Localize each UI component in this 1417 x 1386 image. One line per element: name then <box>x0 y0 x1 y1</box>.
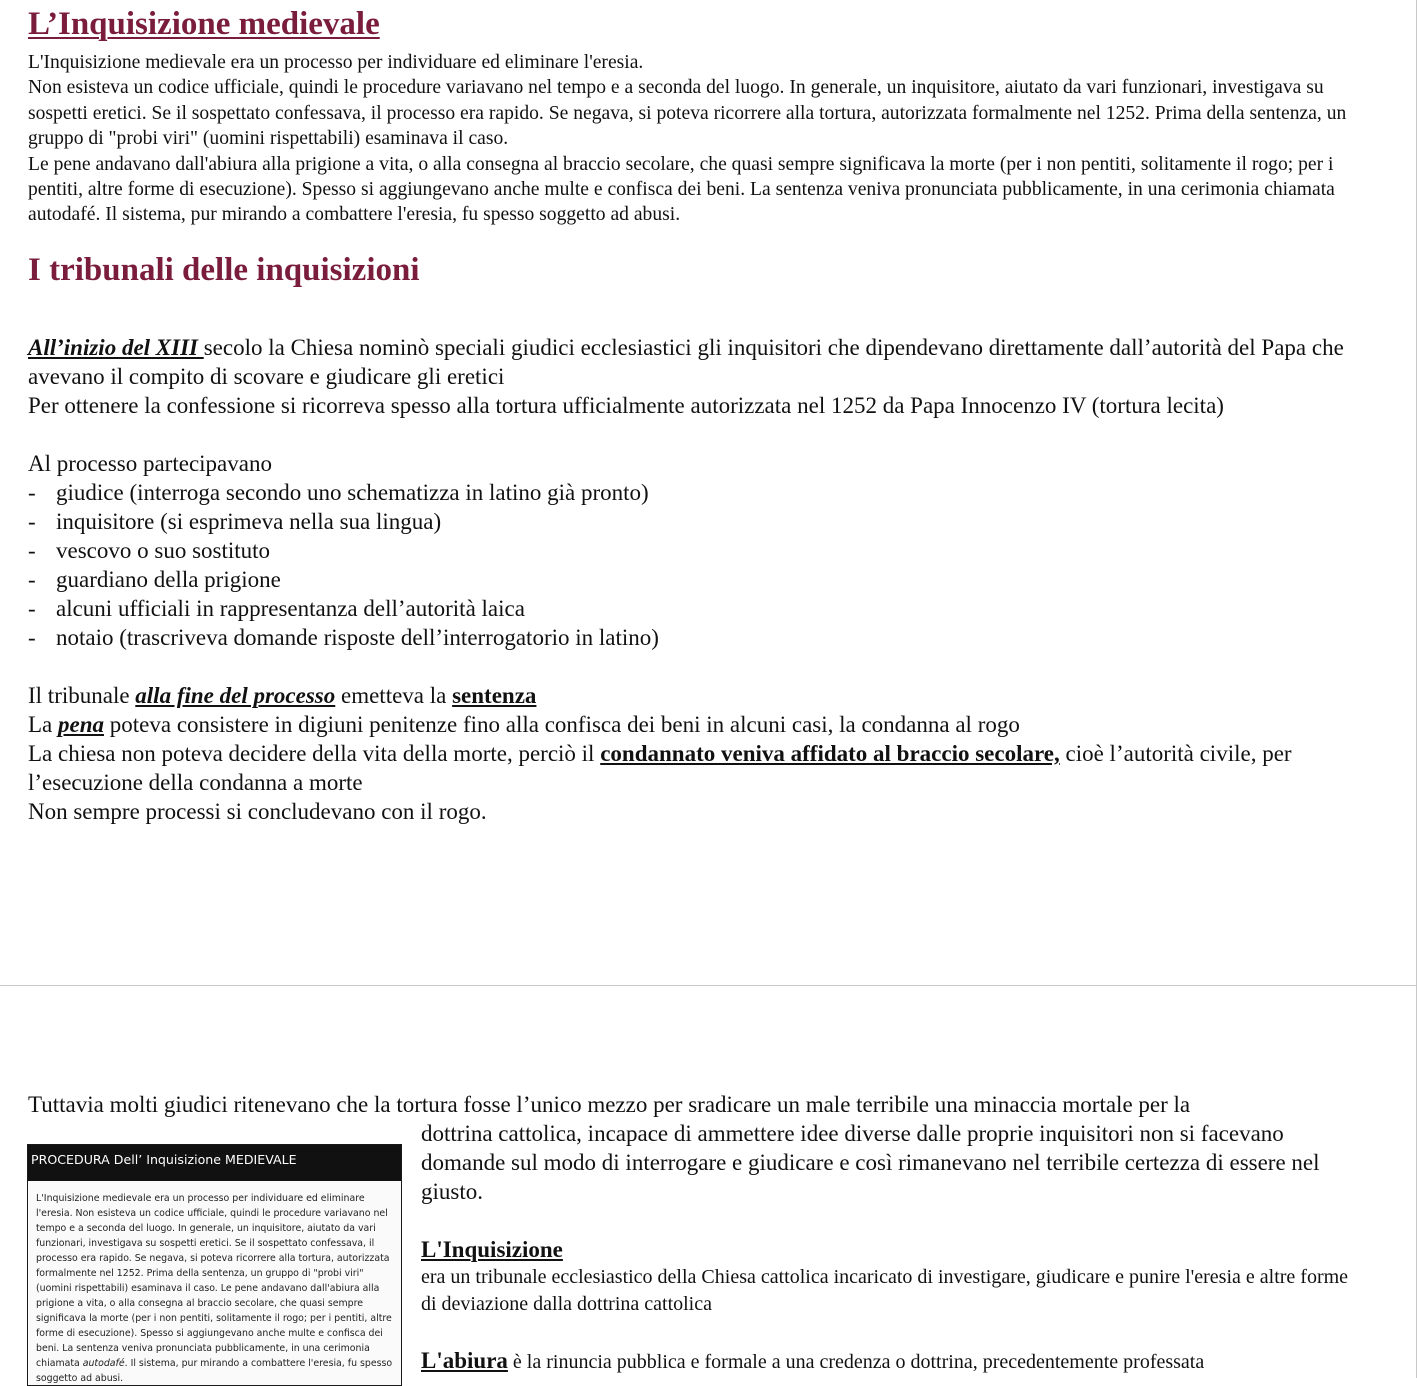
definition-text-abiura: è la rinuncia pubblica e formale a una credenza o dottrina, precedentemente professata <box>507 1351 1205 1373</box>
list-item: - alcuni ufficiali in rappresentanza dell’autorità laica <box>28 594 1398 623</box>
text-run: L'Inquisizione medievale era un processo per individuare ed eliminare l'eresia. Non esisteva un codice ufficiale, quindi le procedure variavano nel tempo e a seconda del luogo. In generale, un inquisitore, aiutato da vari funzionari, investigava su sospetti eretici. Se il sospettato confessava, il processo era rapido. Se negava, si poteva ricorrere alla tortura, autorizzata formalmente nel 1252. Prima della sentenza, un gruppo di "probi viri" (uomini rispettabili) esaminava il caso. Le pene andavano dall'abiura alla prigione a vita, o alla consegna al braccio secolare, che quasi sempre significava la morte (per i non pentiti, solitamente il rogo; per i pentiti, altre forme di esecuzione). Spesso si aggiungevano anche multe e confisca dei beni. La sentenza veniva pronunciata pubblicamente, in una cerimonia chiamata <box>36 1193 392 1369</box>
paragraph-rogo: Non sempre processi si concludevano con il rogo. <box>28 799 487 824</box>
procedure-header: PROCEDURA Dell’ Inquisizione MEDIEVALE <box>28 1145 401 1181</box>
definition-title-inquisizione: L'Inquisizione <box>421 1237 563 1262</box>
list-item: - inquisitore (si esprimeva nella sua lingua) <box>28 507 1398 536</box>
emphasis-braccio-secolare: condannato veniva affidato al braccio secolare, <box>600 741 1060 766</box>
paragraph-tuttavia-cont: dottrina cattolica, incapace di ammettere idee diverse dalle proprie inquisitori non si facevano domande sul modo di interrogare e giudicare e così rimanevano nel terribile certezza di essere nel giusto. <box>421 1121 1320 1204</box>
paragraph-sentenza <box>28 681 1398 710</box>
definition-title-abiura: L'abiura <box>421 1348 508 1373</box>
text-run: . Il sistema, pur mirando a combattere l'eresia, fu spesso soggetto ad abusi. <box>36 1358 393 1384</box>
emphasis-pena: pena <box>58 712 105 737</box>
list-item: - vescovo o suo sostituto <box>28 536 1398 565</box>
intro-paragraph: L'Inquisizione medievale era un processo per individuare ed eliminare l'eresia. <box>28 52 644 73</box>
emphasis-fine-processo: alla fine del processo <box>135 683 336 708</box>
paragraph-pena <box>28 710 1398 739</box>
intro-paragraph: Non esisteva un codice ufficiale, quindi le procedure variavano nel tempo e a seconda del luogo. In generale, un inquisitore, aiutato da vari funzionari, investigava su sospetti eretici. Se il sospettato confessava, il processo era rapido. Se negava, si poteva ricorrere alla tortura, autorizzata formalmente nel 1252. Prima della sentenza, un gruppo di "probi viri" (uomini rispettabili) esaminava il caso. <box>28 77 1347 150</box>
page-title: L’Inquisizione medievale <box>28 6 380 42</box>
right-column <box>421 1119 1361 1376</box>
section-title: I tribunali delle inquisizioni <box>28 252 420 288</box>
section-body <box>28 333 1398 826</box>
participants-list <box>28 478 1398 652</box>
paragraph-inquisitori <box>28 333 1398 391</box>
procedure-text <box>28 1181 401 1386</box>
text-italic: autodafé <box>82 1358 125 1369</box>
definition-abiura <box>421 1347 1361 1376</box>
paragraph-braccio-secolare <box>28 739 1398 797</box>
page-divider <box>0 985 1417 986</box>
text-run: Il tribunale <box>28 683 136 708</box>
intro-text <box>28 50 1368 228</box>
procedure-image <box>27 1144 402 1386</box>
document-page-2 <box>0 987 1417 1384</box>
intro-paragraph: Le pene andavano dall'abiura alla prigione a vita, o alla consegna al braccio secolare, che quasi sempre significava la morte (per i non pentiti, solitamente il rogo; per i pentiti, altre forme di esecuzione). Spesso si aggiungevano anche multe e confisca dei beni. La sentenza veniva pronunciata pubblicamente, in una cerimonia chiamata autodafé. Il sistema, pur mirando a combattere l'eresia, fu spesso soggetto ad abusi. <box>28 153 1335 226</box>
definition-text-inquisizione: era un tribunale ecclesiastico della Chiesa cattolica incaricato di investigare, giudicare e punire l'eresia e altre forme di deviazione dalla dottrina cattolica <box>421 1266 1349 1315</box>
text-run: emetteva la <box>335 683 453 708</box>
text-run: La <box>28 712 59 737</box>
emphasis-century: All’inizio del XIII <box>28 335 204 360</box>
emphasis-sentenza: sentenza <box>452 683 537 708</box>
list-item: - notaio (trascriveva domande risposte dell’interrogatorio in latino) <box>28 623 1398 652</box>
text-run: cioè l’autorità civile, per l’esecuzione della condanna a morte <box>28 741 1292 795</box>
paragraph-text: secolo la Chiesa nominò speciali giudici ecclesiastici gli inquisitori che dipendevano direttamente dall’autorità del Papa che avevano il compito di scovare e giudicare gli eretici <box>28 335 1344 389</box>
text-run: poteva consistere in digiuni penitenze fino alla confisca dei beni in alcuni casi, la condanna al rogo <box>104 712 1020 737</box>
list-item: - guardiano della prigione <box>28 565 1398 594</box>
participants-intro: Al processo partecipavano <box>28 451 272 476</box>
paragraph-tortura: Per ottenere la confessione si ricorreva spesso alla tortura ufficialmente autorizzata nel 1252 da Papa Innocenzo IV (tortura lecita) <box>28 393 1224 418</box>
list-item: - giudice (interroga secondo uno schematizza in latino già pronto) <box>28 478 1398 507</box>
text-run: La chiesa non poteva decidere della vita della morte, perciò il <box>28 741 601 766</box>
paragraph-tuttavia: Tuttavia molti giudici ritenevano che la tortura fosse l’unico mezzo per sradicare un male terribile una minaccia mortale per la <box>28 1092 1191 1117</box>
